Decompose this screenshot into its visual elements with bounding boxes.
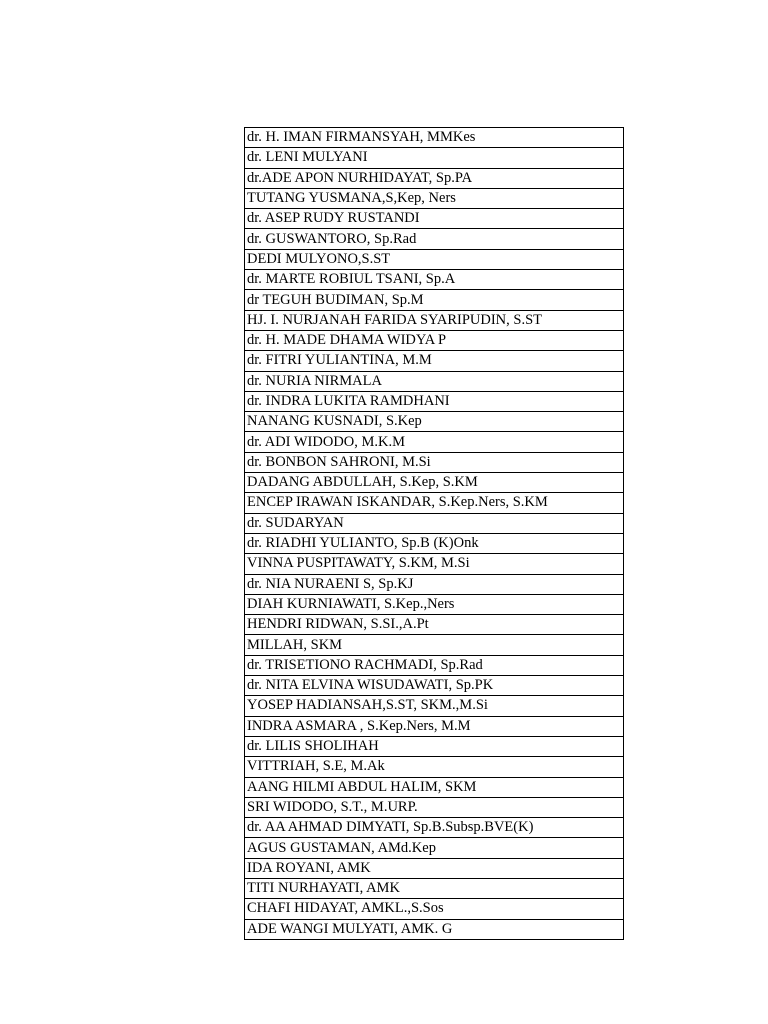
name-table-body — [245, 128, 624, 940]
table-row — [245, 432, 624, 452]
name-cell: dr. LENI MULYANI — [245, 148, 624, 168]
table-row — [245, 229, 624, 249]
name-cell: dr. H. MADE DHAMA WIDYA P — [245, 330, 624, 350]
table-row — [245, 533, 624, 553]
name-cell: HJ. I. NURJANAH FARIDA SYARIPUDIN, S.ST — [245, 310, 624, 330]
table-row — [245, 148, 624, 168]
name-cell: dr. RIADHI YULIANTO, Sp.B (K)Onk — [245, 533, 624, 553]
table-row — [245, 655, 624, 675]
name-cell: dr. ADI WIDODO, M.K.M — [245, 432, 624, 452]
name-cell: AANG HILMI ABDUL HALIM, SKM — [245, 777, 624, 797]
table-row — [245, 736, 624, 756]
name-cell: dr. BONBON SAHRONI, M.Si — [245, 452, 624, 472]
name-cell: IDA ROYANI, AMK — [245, 858, 624, 878]
table-row — [245, 128, 624, 148]
name-cell: dr. GUSWANTORO, Sp.Rad — [245, 229, 624, 249]
name-table — [244, 127, 624, 940]
table-row — [245, 818, 624, 838]
table-row — [245, 473, 624, 493]
table-row — [245, 594, 624, 614]
table-row — [245, 290, 624, 310]
name-cell: ENCEP IRAWAN ISKANDAR, S.Kep.Ners, S.KM — [245, 493, 624, 513]
name-cell: dr. NIA NURAENI S, Sp.KJ — [245, 574, 624, 594]
table-row — [245, 330, 624, 350]
name-cell: dr. ASEP RUDY RUSTANDI — [245, 209, 624, 229]
table-row — [245, 351, 624, 371]
table-row — [245, 838, 624, 858]
name-cell: dr. SUDARYAN — [245, 513, 624, 533]
name-cell: TITI NURHAYATI, AMK — [245, 878, 624, 898]
name-cell: dr. NURIA NIRMALA — [245, 371, 624, 391]
name-cell: VITTRIAH, S.E, M.Ak — [245, 757, 624, 777]
table-row — [245, 168, 624, 188]
name-cell: INDRA ASMARA , S.Kep.Ners, M.M — [245, 716, 624, 736]
table-row — [245, 391, 624, 411]
table-row — [245, 777, 624, 797]
table-row — [245, 696, 624, 716]
name-cell: CHAFI HIDAYAT, AMKL.,S.Sos — [245, 899, 624, 919]
table-row — [245, 310, 624, 330]
table-row — [245, 858, 624, 878]
table-row — [245, 270, 624, 290]
name-cell: dr. FITRI YULIANTINA, M.M — [245, 351, 624, 371]
table-row — [245, 188, 624, 208]
name-cell: MILLAH, SKM — [245, 635, 624, 655]
name-cell: dr. LILIS SHOLIHAH — [245, 736, 624, 756]
name-cell: YOSEP HADIANSAH,S.ST, SKM.,M.Si — [245, 696, 624, 716]
table-row — [245, 716, 624, 736]
name-cell: dr TEGUH BUDIMAN, Sp.M — [245, 290, 624, 310]
table-row — [245, 493, 624, 513]
name-cell: VINNA PUSPITAWATY, S.KM, M.Si — [245, 554, 624, 574]
name-cell: dr. INDRA LUKITA RAMDHANI — [245, 391, 624, 411]
name-cell: dr. NITA ELVINA WISUDAWATI, Sp.PK — [245, 676, 624, 696]
table-row — [245, 554, 624, 574]
table-row — [245, 757, 624, 777]
name-cell: AGUS GUSTAMAN, AMd.Kep — [245, 838, 624, 858]
name-cell: dr. TRISETIONO RACHMADI, Sp.Rad — [245, 655, 624, 675]
table-row — [245, 635, 624, 655]
table-row — [245, 412, 624, 432]
table-row — [245, 371, 624, 391]
name-cell: HENDRI RIDWAN, S.SI.,A.Pt — [245, 615, 624, 635]
table-row — [245, 919, 624, 939]
name-cell: dr.ADE APON NURHIDAYAT, Sp.PA — [245, 168, 624, 188]
name-cell: ADE WANGI MULYATI, AMK. G — [245, 919, 624, 939]
name-cell: dr. AA AHMAD DIMYATI, Sp.B.Subsp.BVE(K) — [245, 818, 624, 838]
name-cell: dr. MARTE ROBIUL TSANI, Sp.A — [245, 270, 624, 290]
table-row — [245, 899, 624, 919]
name-cell: SRI WIDODO, S.T., M.URP. — [245, 797, 624, 817]
table-row — [245, 249, 624, 269]
table-row — [245, 676, 624, 696]
name-cell: dr. H. IMAN FIRMANSYAH, MMKes — [245, 128, 624, 148]
name-cell: TUTANG YUSMANA,S,Kep, Ners — [245, 188, 624, 208]
name-cell: DADANG ABDULLAH, S.Kep, S.KM — [245, 473, 624, 493]
table-row — [245, 878, 624, 898]
table-row — [245, 574, 624, 594]
name-cell: DIAH KURNIAWATI, S.Kep.,Ners — [245, 594, 624, 614]
name-cell: NANANG KUSNADI, S.Kep — [245, 412, 624, 432]
table-row — [245, 452, 624, 472]
table-row — [245, 513, 624, 533]
name-cell: DEDI MULYONO,S.ST — [245, 249, 624, 269]
table-row — [245, 209, 624, 229]
table-row — [245, 615, 624, 635]
table-row — [245, 797, 624, 817]
